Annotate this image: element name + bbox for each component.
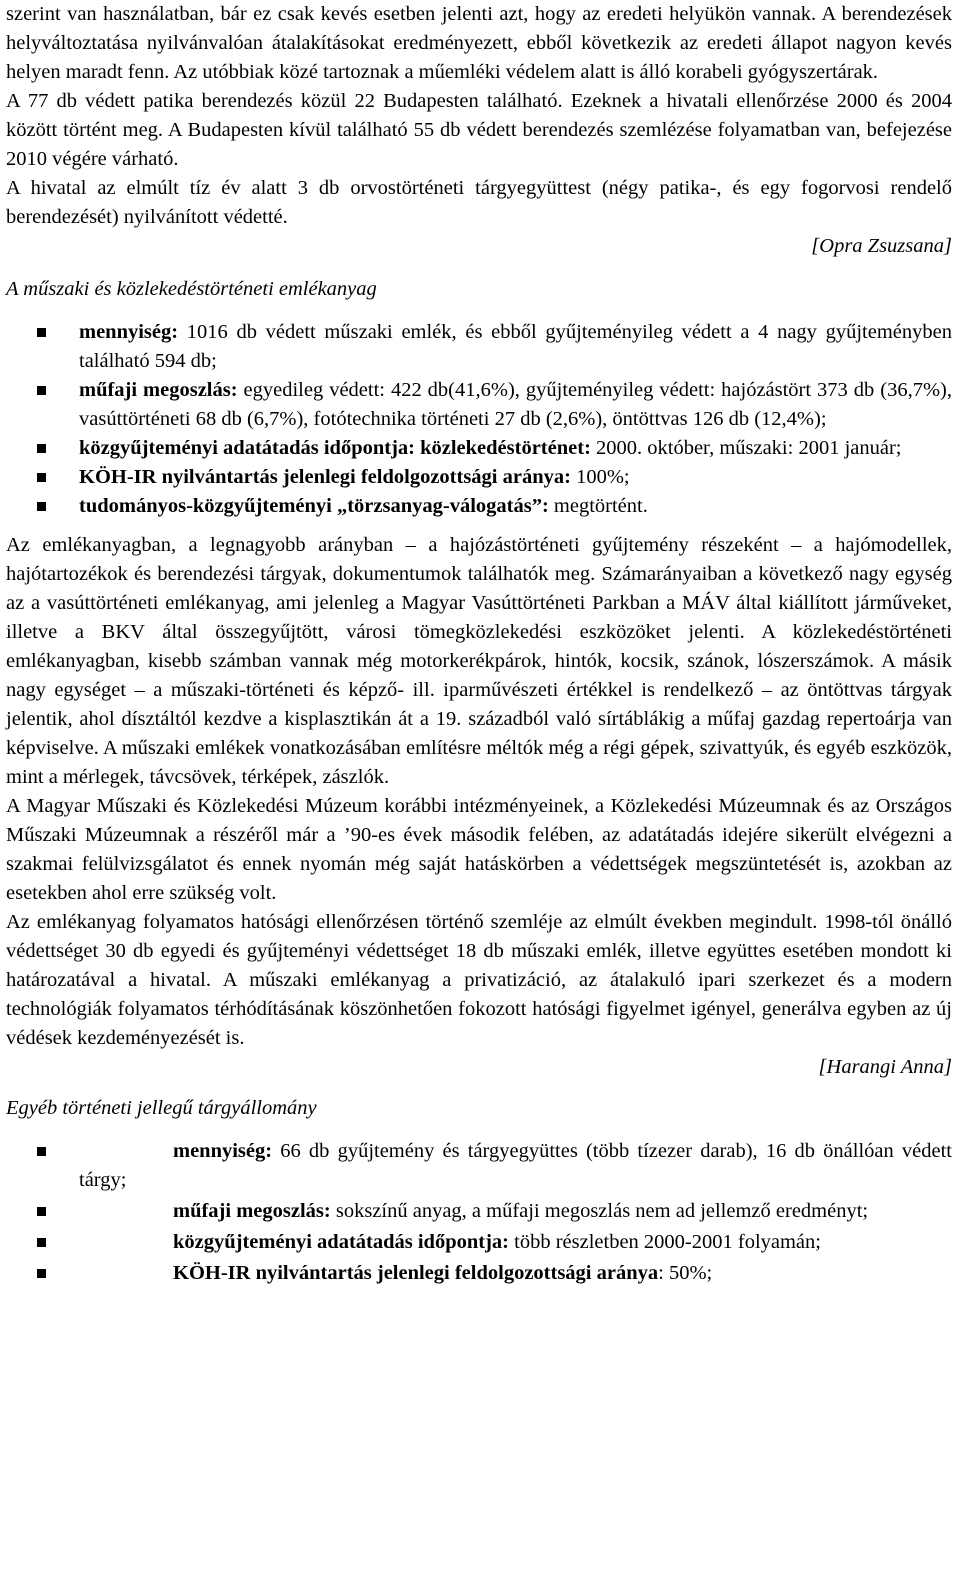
square-bullet-icon — [37, 444, 46, 453]
signature-harangi: [Harangi Anna] — [818, 1056, 952, 1078]
bullet-label: közgyűjteményi adatátadás időpontja: — [173, 1231, 509, 1253]
bullet-text: 66 db gyűjtemény és tárgyegyüttes (több tízezer darab), 16 db önállóan védett tárgy; — [79, 1140, 952, 1191]
square-bullet-icon — [37, 1207, 46, 1216]
paragraph-museum-review: A Magyar Műszaki és Közlekedési Múzeum korábbi intézményeinek, a Közlekedési Múzeumnak és az Országos Műszaki Múzeumnak a részéről már a ’90-es évek második felében, az adatátadás idejére sikerült elvégezni a szakmai felülvizsgálatot és ennek nyomán még saját hatáskörben a védettségek megszüntetését is, azokban az esetekben ahol erre szükség volt. — [6, 795, 952, 904]
bullet-label: műfaji megoszlás: — [173, 1200, 331, 1222]
paragraph-pharmacy-budapest: A 77 db védett patika berendezés közül 22 Budapesten található. Ezeknek a hivatali ellenőrzése 2000 és 2004 között történt meg. A Budapesten kívül található 55 db védett berendezés szemlézése folyamatban van, befejezése 2010 végére várható. — [6, 90, 952, 170]
list-item — [6, 463, 952, 492]
bullet-label: közgyűjteményi adatátadás időpontja: közlekedéstörténet: — [79, 437, 591, 459]
signature-opra: [Opra Zsuzsana] — [811, 235, 952, 257]
bullet-text: 2000. október, műszaki: 2001 január; — [590, 437, 902, 459]
list-item — [6, 434, 952, 463]
list-item — [6, 492, 952, 521]
list-item — [6, 1197, 952, 1226]
bullet-text: 1016 db védett műszaki emlék, és ebből gyűjteményileg védett a 4 nagy gyűjteményben található 594 db; — [79, 321, 952, 372]
square-bullet-icon — [37, 502, 46, 511]
paragraph-pharmacy-intro: szerint van használatban, bár ez csak kevés esetben jelenti azt, hogy az eredeti helyükön vannak. A berendezések helyváltoztatása nyilvánvalóan átalakításokat eredményezett, ebből következik az eredeti állapot nagyon kevés helyen maradt fenn. Az utóbbiak közé tartoznak a műemléki védelem alatt is álló korabeli gyógyszertárak. — [6, 3, 952, 83]
paragraph-medical-history: A hivatal az elmúlt tíz év alatt 3 db orvostörténeti tárgyegyüttest (négy patika-, és egy fogorvosi rendelő berendezését) nyilvánított védetté. — [6, 177, 952, 228]
bullet-text: megtörtént. — [548, 495, 648, 517]
bullet-label: tudományos-közgyűjteményi „törzsanyag-válogatás”: — [79, 495, 549, 517]
bullet-text: egyedileg védett: 422 db(41,6%), gyűjteményileg védett: hajózástört 373 db (36,7%), vasúttörténeti 68 db (6,7%), fotótechnika történeti 27 db (2,6%), öntöttvas 126 db (12,4%); — [79, 379, 952, 430]
list-item — [6, 1228, 952, 1257]
paragraph-collection-overview: Az emlékanyagban, a legnagyobb arányban – a hajózástörténeti gyűjtemény részeként – a hajómodellek, hajótartozékok és berendezési tárgyak, dokumentumok találhatók meg. Számarányaiban a következő nagy egység az a vasúttörténeti emlékanyag, ami jelenleg a Magyar Vasúttörténeti Parkban a MÁV által kiállított járműveket, illetve a BKV által összegyűjtött, városi tömegközlekedési eszközöket jelenti. A közlekedéstörténeti emlékanyagban, kisebb számban vannak még motorkerékpárok, hintók, kocsik, szánok, lószerszámok. A másik nagy egységet – a műszaki-történeti és képző- ill. iparművészeti értékkel is rendelkező – az öntöttvas tárgyak jelentik, ahol dísztáltól kezdve a kisplasztikán át a 19. századból való sírtáblákig a műfaj gazdag repertoárja van képviselve. A műszaki emlékek vonatkozásában említésre méltók még a régi gépek, szivattyúk, és egyéb eszközök, mint a mérlegek, távcsövek, térképek, zászlók. — [6, 534, 952, 788]
bullet-text: : 50%; — [658, 1262, 713, 1284]
square-bullet-icon — [37, 386, 46, 395]
section-heading-other-history: Egyéb történeti jellegű tárgyállomány — [6, 1097, 317, 1119]
other-history-bullet-list — [6, 1137, 952, 1288]
bullet-label: mennyiség: — [79, 321, 179, 343]
bullet-label: KÖH-IR nyilvántartás jelenlegi feldolgozottsági aránya: — [79, 466, 571, 488]
bullet-text: sokszínű anyag, a műfaji megoszlás nem ad jellemző eredményt; — [330, 1200, 869, 1222]
bullet-label: KÖH-IR nyilvántartás jelenlegi feldolgozottsági aránya — [173, 1262, 659, 1284]
bullet-text: 100%; — [570, 466, 630, 488]
list-item — [6, 1137, 952, 1195]
square-bullet-icon — [37, 1269, 46, 1278]
list-item — [6, 1259, 952, 1288]
list-item — [6, 318, 952, 376]
list-item — [6, 376, 952, 434]
square-bullet-icon — [37, 1238, 46, 1247]
technical-bullet-list — [6, 318, 952, 521]
bullet-text: több részletben 2000-2001 folyamán; — [509, 1231, 821, 1253]
section-heading-technical: A műszaki és közlekedéstörténeti emlékanyag — [6, 278, 377, 300]
bullet-label: műfaji megoszlás: — [79, 379, 238, 401]
square-bullet-icon — [37, 328, 46, 337]
paragraph-inspection: Az emlékanyag folyamatos hatósági ellenőrzésen történő szemléje az elmúlt években megindult. 1998-tól önálló védettséget 30 db egyedi és gyűjteményi védettséget 18 db műszaki emlék, illetve együttes esetében mondott ki határozatával a hivatal. A műszaki emlékanyag a privatizáció, az átalakuló ipari szerkezet és a modern technológiák folyamatos térhódításának köszönhetően fokozott hatósági figyelmet igényel, generálva egyben az új védések kezdeményezését is. — [6, 911, 952, 1049]
square-bullet-icon — [37, 473, 46, 482]
bullet-label: mennyiség: — [173, 1140, 273, 1162]
square-bullet-icon — [37, 1147, 46, 1156]
